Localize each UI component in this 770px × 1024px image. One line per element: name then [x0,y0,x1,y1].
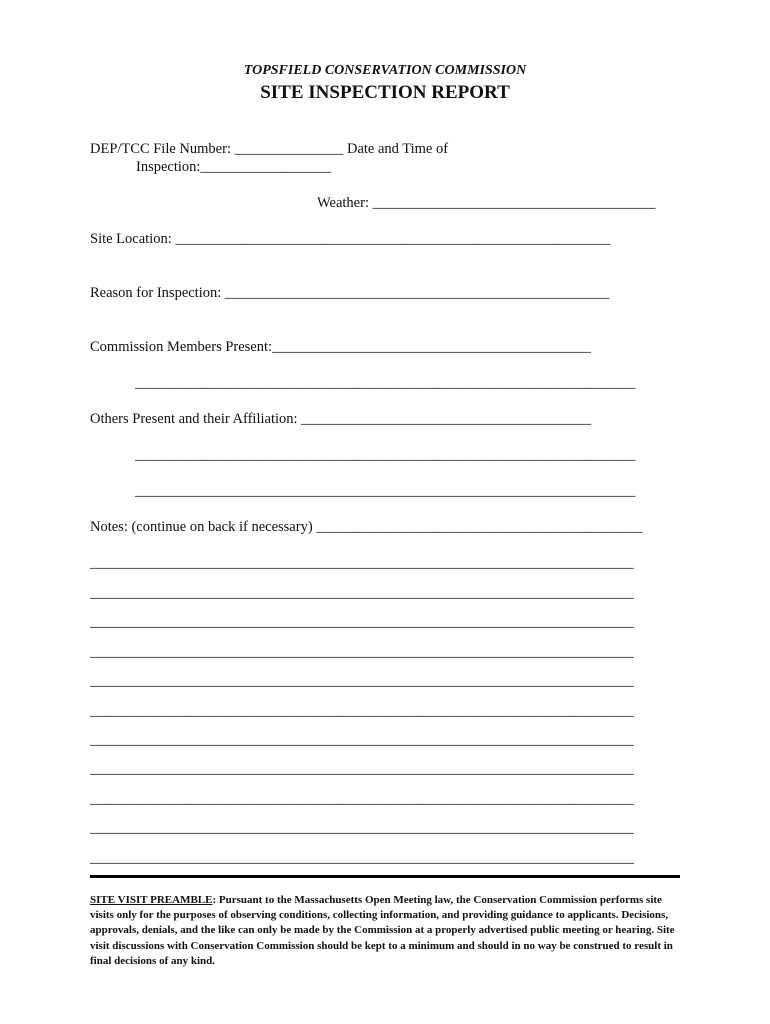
preamble-title: SITE VISIT PREAMBLE [90,894,213,906]
preamble-text: : Pursuant to the Massachusetts Open Meeting law, the Conservation Commission performs site visits only for the purposes of observing conditions, collecting information, and providing guidance to applicants. Decisions, approvals, denials, and the like can only be made by the Commission at a properly advertised public meeting or hearing. Site visit discussions with Conservation Commission should be kept to a minimum and should in no way be construed to result in final decisions of any kind. [90,894,675,967]
members-present-field[interactable]: Commission Members Present:____________________________________________ [90,339,592,355]
notes-field[interactable]: Notes: (continue on back if necessary) _____________________________________________ [90,519,643,535]
notes-blank-line[interactable]: ___________________________________________________________________________ [90,644,634,660]
org-name: TOPSFIELD CONSERVATION COMMISSION [243,63,527,78]
notes-blank-line[interactable]: ___________________________________________________________________________ [90,791,634,807]
notes-blank-line[interactable]: ___________________________________________________________________________ [90,614,634,630]
others-present-field[interactable]: Others Present and their Affiliation: ________________________________________ [90,411,592,427]
site-location-field[interactable]: Site Location: ____________________________________________________________ [90,231,611,247]
section-divider [90,875,680,878]
notes-blank-line[interactable]: ___________________________________________________________________________ [90,703,634,719]
notes-blank-line[interactable]: ___________________________________________________________________________ [90,673,634,689]
notes-blank-line[interactable]: ___________________________________________________________________________ [90,732,634,748]
reason-field[interactable]: Reason for Inspection: _____________________________________________________ [90,285,610,301]
notes-blank-line[interactable]: ___________________________________________________________________________ [90,850,634,866]
file-number-field[interactable]: DEP/TCC File Number: _______________ Date and Time of [90,141,449,157]
members-present-continuation[interactable]: _____________________________________________________________________ [135,375,636,391]
others-present-continuation[interactable]: _____________________________________________________________________ [135,483,636,499]
others-present-continuation[interactable]: _____________________________________________________________________ [135,447,636,463]
site-visit-preamble [90,893,675,969]
notes-blank-line[interactable]: ___________________________________________________________________________ [90,820,634,836]
notes-blank-line[interactable]: ___________________________________________________________________________ [90,555,634,571]
weather-field[interactable]: Weather: _______________________________________ [317,195,656,211]
inspection-date-field[interactable]: Inspection:__________________ [136,159,331,175]
report-title: SITE INSPECTION REPORT [260,82,510,103]
notes-blank-line[interactable]: ___________________________________________________________________________ [90,585,634,601]
notes-blank-line[interactable]: ___________________________________________________________________________ [90,761,634,777]
